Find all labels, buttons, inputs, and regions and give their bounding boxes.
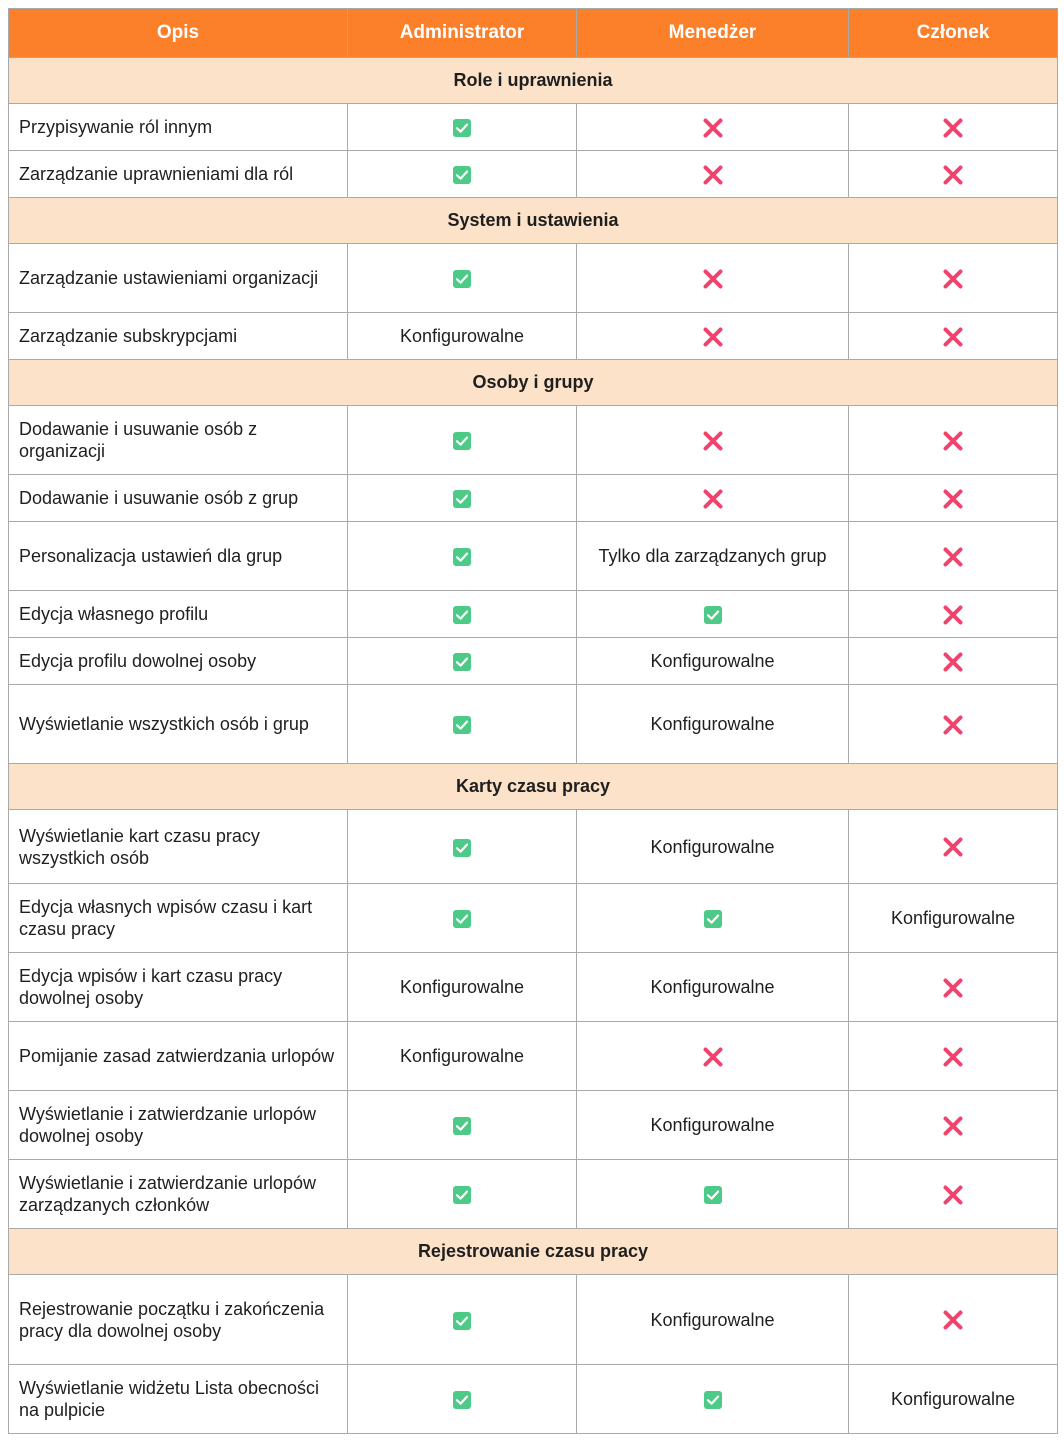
permission-member-cell xyxy=(849,1022,1058,1091)
permission-administrator-cell xyxy=(348,884,577,953)
table-header-row xyxy=(9,9,1058,58)
permission-manager-cell xyxy=(577,1275,849,1365)
permission-description: Edycja wpisów i kart czasu pracy dowolnej osoby xyxy=(9,953,348,1022)
cross-mark-icon xyxy=(942,1309,964,1331)
permission-member-cell xyxy=(849,104,1058,151)
permission-administrator-cell xyxy=(348,313,577,360)
permission-value-text: Konfigurowalne xyxy=(650,977,775,997)
check-mark-button-icon xyxy=(453,166,471,184)
permission-member-cell xyxy=(849,810,1058,884)
permission-value-text: Konfigurowalne xyxy=(399,977,525,997)
permission-description: Wyświetlanie kart czasu pracy wszystkich osób xyxy=(9,810,348,884)
permission-administrator-cell xyxy=(348,406,577,475)
permission-manager-cell xyxy=(577,313,849,360)
table-row xyxy=(9,638,1058,685)
permission-manager-cell xyxy=(577,1365,849,1434)
permission-description: Pomijanie zasad zatwierdzania urlopów xyxy=(9,1022,348,1091)
permission-manager-cell xyxy=(577,522,849,591)
permission-administrator-cell xyxy=(348,1160,577,1229)
table-row xyxy=(9,1160,1058,1229)
permission-member-cell xyxy=(849,151,1058,198)
check-mark-button-icon xyxy=(453,1117,471,1135)
permission-member-cell xyxy=(849,406,1058,475)
check-mark-button-icon xyxy=(453,119,471,137)
permission-administrator-cell xyxy=(348,685,577,764)
section-title: System i ustawienia xyxy=(9,198,1058,244)
permission-manager-cell xyxy=(577,884,849,953)
section-title: Role i uprawnienia xyxy=(9,58,1058,104)
permission-member-cell xyxy=(849,884,1058,953)
permission-description: Zarządzanie uprawnieniami dla ról xyxy=(9,151,348,198)
section-title: Rejestrowanie czasu pracy xyxy=(9,1229,1058,1275)
permission-value-text: Tylko dla zarządzanych grup xyxy=(598,546,827,566)
cross-mark-icon xyxy=(942,1184,964,1206)
check-mark-button-icon xyxy=(453,270,471,288)
table-row xyxy=(9,1365,1058,1434)
permission-value-text: Konfigurowalne xyxy=(399,326,525,346)
permission-member-cell xyxy=(849,1365,1058,1434)
cross-mark-icon xyxy=(942,268,964,290)
check-mark-button-icon xyxy=(453,432,471,450)
cross-mark-icon xyxy=(702,326,724,348)
check-mark-button-icon xyxy=(704,1186,722,1204)
permission-manager-cell xyxy=(577,591,849,638)
permission-value-text: Konfigurowalne xyxy=(650,651,775,671)
column-header-description: Opis xyxy=(9,9,348,58)
table-row xyxy=(9,884,1058,953)
permission-administrator-cell xyxy=(348,1275,577,1365)
permission-manager-cell xyxy=(577,104,849,151)
cross-mark-icon xyxy=(942,164,964,186)
section-row xyxy=(9,58,1058,104)
permission-member-cell xyxy=(849,1275,1058,1365)
permission-value-text: Konfigurowalne xyxy=(650,836,775,857)
permission-description: Dodawanie i usuwanie osób z grup xyxy=(9,475,348,522)
section-row xyxy=(9,764,1058,810)
table-row xyxy=(9,1091,1058,1160)
permission-manager-cell xyxy=(577,953,849,1022)
permission-member-cell xyxy=(849,953,1058,1022)
check-mark-button-icon xyxy=(453,910,471,928)
permission-description: Wyświetlanie wszystkich osób i grup xyxy=(9,685,348,764)
cross-mark-icon xyxy=(942,714,964,736)
check-mark-button-icon xyxy=(704,910,722,928)
check-mark-button-icon xyxy=(704,1391,722,1409)
permission-administrator-cell xyxy=(348,104,577,151)
permission-administrator-cell xyxy=(348,1365,577,1434)
table-row xyxy=(9,685,1058,764)
permission-value-text: Konfigurowalne xyxy=(650,1309,775,1330)
permission-member-cell xyxy=(849,522,1058,591)
column-header-administrator: Administrator xyxy=(348,9,577,58)
table-row xyxy=(9,953,1058,1022)
cross-mark-icon xyxy=(942,836,964,858)
cross-mark-icon xyxy=(702,488,724,510)
permission-value-text: Konfigurowalne xyxy=(650,714,775,734)
table-row xyxy=(9,522,1058,591)
cross-mark-icon xyxy=(942,1115,964,1137)
permission-member-cell xyxy=(849,591,1058,638)
check-mark-button-icon xyxy=(704,606,722,624)
permission-description: Zarządzanie ustawieniami organizacji xyxy=(9,244,348,313)
permission-administrator-cell xyxy=(348,638,577,685)
permission-administrator-cell xyxy=(348,591,577,638)
permission-description: Wyświetlanie i zatwierdzanie urlopów zarządzanych członków xyxy=(9,1160,348,1229)
permission-manager-cell xyxy=(577,475,849,522)
check-mark-button-icon xyxy=(453,1312,471,1330)
check-mark-button-icon xyxy=(453,606,471,624)
permission-value-text: Konfigurowalne xyxy=(890,1389,1016,1409)
section-row xyxy=(9,1229,1058,1275)
permission-member-cell xyxy=(849,1160,1058,1229)
table-row xyxy=(9,244,1058,313)
section-title: Osoby i grupy xyxy=(9,360,1058,406)
section-title: Karty czasu pracy xyxy=(9,764,1058,810)
cross-mark-icon xyxy=(942,488,964,510)
permissions-table xyxy=(8,8,1058,1434)
permission-administrator-cell xyxy=(348,151,577,198)
permission-manager-cell xyxy=(577,151,849,198)
permission-manager-cell xyxy=(577,1091,849,1160)
cross-mark-icon xyxy=(702,268,724,290)
permission-member-cell xyxy=(849,1091,1058,1160)
cross-mark-icon xyxy=(942,326,964,348)
permission-manager-cell xyxy=(577,1160,849,1229)
permission-value-text: Konfigurowalne xyxy=(650,1115,775,1135)
cross-mark-icon xyxy=(702,164,724,186)
permission-member-cell xyxy=(849,244,1058,313)
check-mark-button-icon xyxy=(453,548,471,566)
table-row xyxy=(9,1275,1058,1365)
permission-description: Edycja własnych wpisów czasu i kart czasu pracy xyxy=(9,884,348,953)
permission-administrator-cell xyxy=(348,810,577,884)
permission-description: Rejestrowanie początku i zakończenia pracy dla dowolnej osoby xyxy=(9,1275,348,1365)
permission-administrator-cell xyxy=(348,522,577,591)
table-row xyxy=(9,475,1058,522)
permission-description: Dodawanie i usuwanie osób z organizacji xyxy=(9,406,348,475)
table-row xyxy=(9,104,1058,151)
permission-manager-cell xyxy=(577,406,849,475)
permission-manager-cell xyxy=(577,638,849,685)
check-mark-button-icon xyxy=(453,653,471,671)
cross-mark-icon xyxy=(702,1046,724,1068)
check-mark-button-icon xyxy=(453,839,471,857)
column-header-member: Członek xyxy=(849,9,1058,58)
permission-value-text: Konfigurowalne xyxy=(890,908,1016,928)
section-row xyxy=(9,360,1058,406)
permission-description: Przypisywanie ról innym xyxy=(9,104,348,151)
cross-mark-icon xyxy=(702,117,724,139)
table-body xyxy=(9,58,1058,1434)
permission-administrator-cell xyxy=(348,475,577,522)
table-row xyxy=(9,151,1058,198)
permission-manager-cell xyxy=(577,244,849,313)
permission-administrator-cell xyxy=(348,244,577,313)
check-mark-button-icon xyxy=(453,1391,471,1409)
permission-manager-cell xyxy=(577,810,849,884)
section-row xyxy=(9,198,1058,244)
permission-description: Wyświetlanie widżetu Lista obecności na pulpicie xyxy=(9,1365,348,1434)
permission-member-cell xyxy=(849,475,1058,522)
table-row xyxy=(9,591,1058,638)
table-row xyxy=(9,1022,1058,1091)
table-row xyxy=(9,810,1058,884)
cross-mark-icon xyxy=(942,430,964,452)
check-mark-button-icon xyxy=(453,490,471,508)
permission-administrator-cell xyxy=(348,1022,577,1091)
permission-description: Wyświetlanie i zatwierdzanie urlopów dowolnej osoby xyxy=(9,1091,348,1160)
permission-member-cell xyxy=(849,685,1058,764)
cross-mark-icon xyxy=(942,117,964,139)
column-header-manager: Menedżer xyxy=(577,9,849,58)
cross-mark-icon xyxy=(942,604,964,626)
check-mark-button-icon xyxy=(453,1186,471,1204)
permission-description: Personalizacja ustawień dla grup xyxy=(9,522,348,591)
cross-mark-icon xyxy=(942,1046,964,1068)
cross-mark-icon xyxy=(942,546,964,568)
permission-description: Edycja własnego profilu xyxy=(9,591,348,638)
cross-mark-icon xyxy=(942,977,964,999)
permission-administrator-cell xyxy=(348,1091,577,1160)
table-row xyxy=(9,313,1058,360)
cross-mark-icon xyxy=(702,430,724,452)
permission-member-cell xyxy=(849,313,1058,360)
permission-administrator-cell xyxy=(348,953,577,1022)
permission-value-text: Konfigurowalne xyxy=(399,1046,525,1066)
table-row xyxy=(9,406,1058,475)
cross-mark-icon xyxy=(942,651,964,673)
check-mark-button-icon xyxy=(453,716,471,734)
permission-description: Zarządzanie subskrypcjami xyxy=(9,313,348,360)
permission-manager-cell xyxy=(577,685,849,764)
permission-manager-cell xyxy=(577,1022,849,1091)
permission-member-cell xyxy=(849,638,1058,685)
permission-description: Edycja profilu dowolnej osoby xyxy=(9,638,348,685)
